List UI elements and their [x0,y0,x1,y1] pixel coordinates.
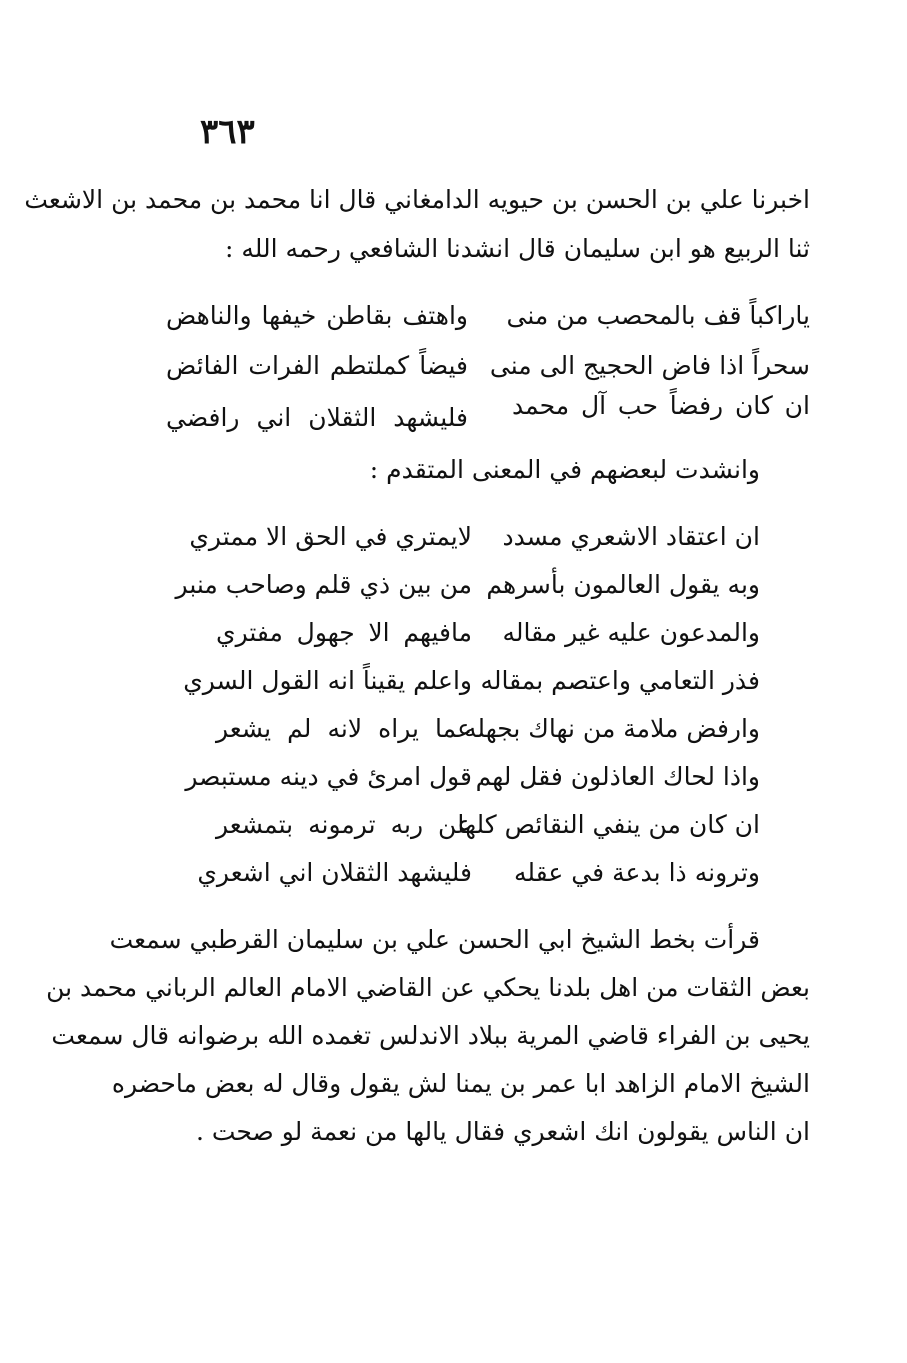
intro-line-2: ثنا الربيع هو ابن سليمان قال انشدنا الشافعي رحمه الله : [225,234,810,263]
poem-2-verse-2 [175,563,760,607]
poem-2-verse-7 [216,803,760,847]
hemistich-first: ان اعتقاد الاشعري مسدد [502,522,760,551]
poem-2-verse-1 [189,515,760,559]
closing-line-2: بعض الثقات من اهل بلدنا يحكي عن القاضي الامام العالم الرباني محمد بن [46,973,810,1002]
poem-1-verse-2 [166,344,810,388]
closing-line-5: ان الناس يقولون انك اشعري فقال يالها من نعمة لو صحت . [195,1117,810,1146]
closing-line-1: قرأت بخط الشيخ ابي الحسن علي بن سليمان القرطبي سمعت [109,925,760,954]
hemistich-second: قول امرئ في دينه مستبصر [185,762,472,791]
poem-1-verse-3 [166,384,810,444]
poem-2-intro: وانشدت لبعضهم في المعنى المتقدم : [369,455,760,484]
poem-2-verse-4 [183,659,760,703]
poem-2-verse-6 [185,755,760,799]
hemistich-second: من بين ذي قلم وصاحب منبر [175,570,472,599]
hemistich-first: وارفض ملامة من نهاك بجهله [464,714,760,743]
page-number: ٣٦٣ [200,112,255,152]
poem-2-verse-8 [197,851,760,895]
hemistich-first: فذر التعامي واعتصم بمقاله [480,666,760,695]
hemistich-second: واهتف بقاطن خيفها والناهض [166,301,468,330]
hemistich-first: وترونه ذا بدعة في عقله [514,858,760,887]
hemistich-second: فليشهد الثقلان اني اشعري [197,858,472,887]
hemistich-first: واذا لحاك العاذلون فقل لهم [475,762,760,791]
hemistich-second: عن ربه ترمونه بتمشعر [216,810,472,839]
hemistich-second: عما يراه لانه لم يشعر [216,714,472,743]
hemistich-first: سحراً اذا فاض الحجيج الى منى [489,351,810,380]
poem-2-verse-3 [216,611,760,655]
hemistich-first: وبه يقول العالمون بأسرهم [486,570,760,599]
hemistich-first: ياراكباً قف بالمحصب من منى [506,301,810,330]
hemistich-first: ان كان رفضاً حب آل محمد [512,391,810,420]
hemistich-second: مافيهم الا جهول مفتري [216,618,472,647]
hemistich-second: فليشهد الثقلان اني رافضي [166,403,468,432]
hemistich-second: فيضاً كملتطم الفرات الفائض [166,351,468,380]
intro-line-1: اخبرنا علي بن الحسن بن حيويه الدامغاني قال انا محمد بن محمد بن الاشعث [24,185,810,214]
hemistich-second: لايمتري في الحق الا ممتري [189,522,472,551]
hemistich-first: والمدعون عليه غير مقاله [502,618,760,647]
hemistich-second: واعلم يقيناً انه القول السري [183,666,472,695]
hemistich-first: ان كان من ينفي النقائص كلها [457,810,760,839]
closing-line-4: الشيخ الامام الزاهد ابا عمر بن يمنا لش يقول وقال له بعض ماحضره [111,1069,810,1098]
poem-1-verse-1 [166,294,810,338]
closing-line-3: يحيى بن الفراء قاضي المرية ببلاد الاندلس تغمده الله برضوانه قال سمعت [51,1021,810,1050]
poem-2-verse-5 [216,707,760,751]
